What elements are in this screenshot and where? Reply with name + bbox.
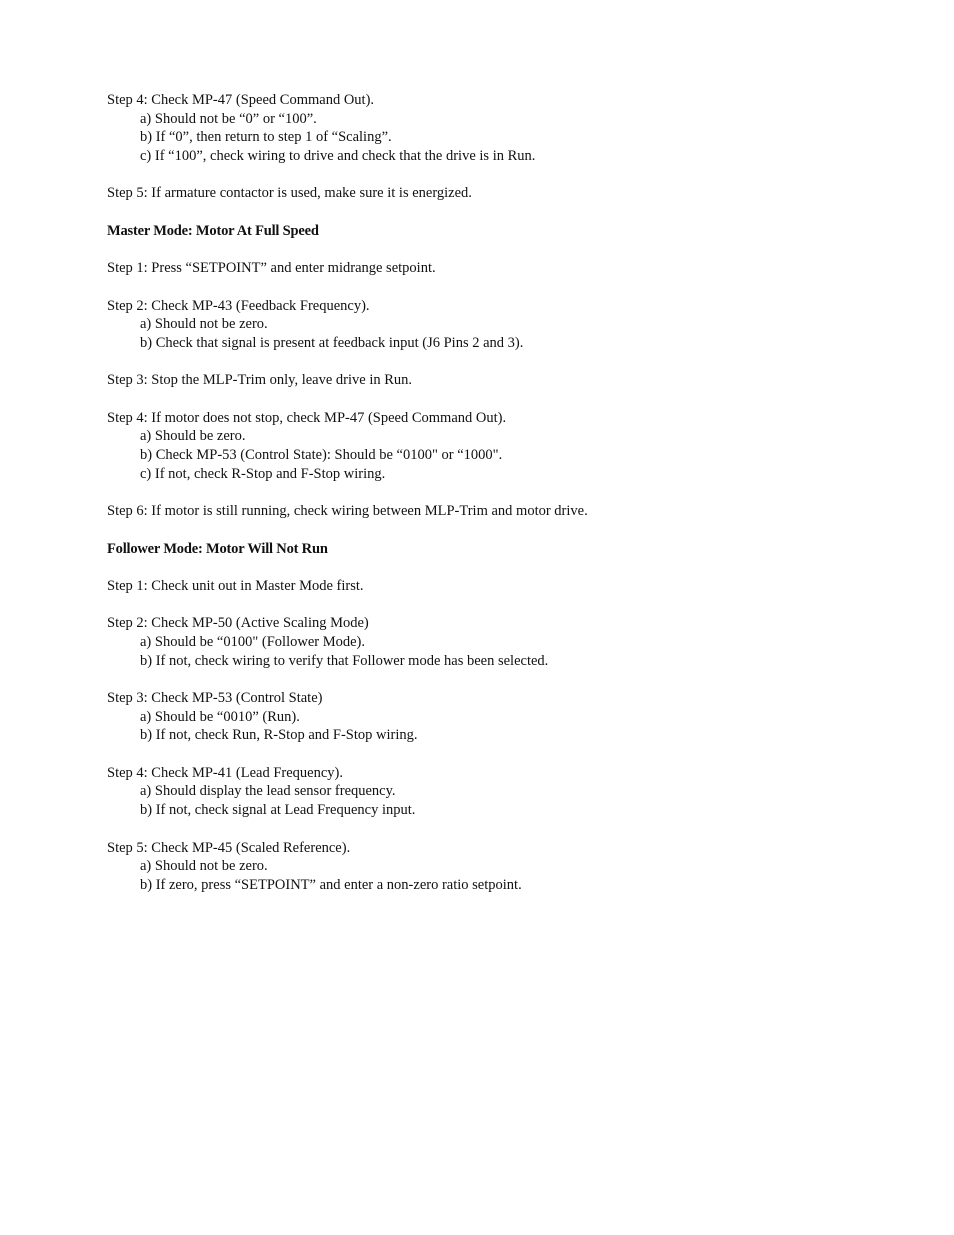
s3-step4: Step 4: Check MP-41 (Lead Frequency). bbox=[107, 764, 343, 781]
s3-step4-b: b) If not, check signal at Lead Frequency input. bbox=[140, 802, 416, 819]
s2-step4-a: a) Should be zero. bbox=[140, 428, 246, 445]
s2-step3: Step 3: Stop the MLP-Trim only, leave drive in Run. bbox=[107, 372, 413, 389]
s2-step2-b: b) Check that signal is present at feedback input (J6 Pins 2 and 3). bbox=[140, 334, 524, 351]
spacer bbox=[107, 820, 907, 839]
s1-step4: Step 4: Check MP-47 (Speed Command Out). bbox=[107, 92, 375, 108]
s2-step2-a: a) Should not be zero. bbox=[140, 316, 268, 333]
spacer bbox=[107, 483, 907, 502]
s1-step4-b: b) If “0”, then return to step 1 of “Scaling”. bbox=[140, 129, 392, 146]
master-mode-full-speed-heading: Master Mode: Motor At Full Speed bbox=[107, 222, 319, 239]
spacer bbox=[107, 353, 907, 372]
s3-step2-b: b) If not, check wiring to verify that Follower mode has been selected. bbox=[140, 652, 549, 669]
spacer bbox=[107, 596, 907, 615]
s3-step3-b: b) If not, check Run, R-Stop and F-Stop wiring. bbox=[140, 727, 418, 744]
s3-step3: Step 3: Check MP-53 (Control State) bbox=[107, 690, 323, 706]
spacer bbox=[107, 166, 907, 185]
s3-step4-a: a) Should display the lead sensor frequency. bbox=[140, 783, 396, 800]
spacer bbox=[107, 558, 907, 577]
s2-step4-c: c) If not, check R-Stop and F-Stop wiring. bbox=[140, 465, 386, 482]
document-page bbox=[107, 91, 907, 895]
s3-step1: Step 1: Check unit out in Master Mode first. bbox=[107, 577, 364, 594]
s3-step2: Step 2: Check MP-50 (Active Scaling Mode) bbox=[107, 615, 369, 632]
s2-step1: Step 1: Press “SETPOINT” and enter midrange setpoint. bbox=[107, 260, 436, 277]
s1-step5: Step 5: If armature contactor is used, make sure it is energized. bbox=[107, 185, 472, 202]
spacer bbox=[107, 241, 907, 260]
follower-mode-will-not-run-heading: Follower Mode: Motor Will Not Run bbox=[107, 540, 328, 557]
s2-step4: Step 4: If motor does not stop, check MP-47 (Speed Command Out). bbox=[107, 409, 507, 426]
spacer bbox=[107, 521, 907, 540]
s3-step2-a: a) Should be “0100" (Follower Mode). bbox=[140, 633, 365, 650]
spacer bbox=[107, 670, 907, 689]
s1-step4-a: a) Should not be “0” or “100”. bbox=[140, 110, 317, 127]
spacer bbox=[107, 278, 907, 297]
s2-step2: Step 2: Check MP-43 (Feedback Frequency). bbox=[107, 297, 370, 314]
s3-step5: Step 5: Check MP-45 (Scaled Reference). bbox=[107, 839, 351, 856]
s3-step5-b: b) If zero, press “SETPOINT” and enter a non-zero ratio setpoint. bbox=[140, 876, 522, 893]
s3-step5-a: a) Should not be zero. bbox=[140, 858, 268, 875]
s2-step4-b: b) Check MP-53 (Control State): Should be “0100" or “1000". bbox=[140, 447, 503, 464]
s3-step3-a: a) Should be “0010” (Run). bbox=[140, 708, 300, 725]
s1-step4-c: c) If “100”, check wiring to drive and check that the drive is in Run. bbox=[140, 148, 536, 165]
spacer bbox=[107, 203, 907, 222]
spacer bbox=[107, 390, 907, 409]
spacer bbox=[107, 745, 907, 764]
s2-step6: Step 6: If motor is still running, check wiring between MLP-Trim and motor drive. bbox=[107, 503, 588, 520]
